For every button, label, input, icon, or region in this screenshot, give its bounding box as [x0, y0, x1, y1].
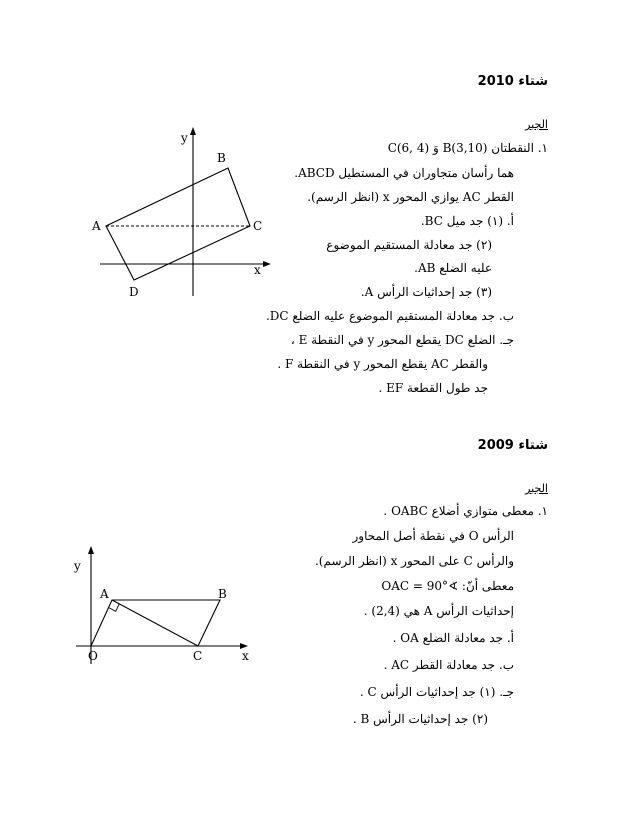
vertex-c-label: C: [253, 219, 263, 233]
problem-line: إحداثيات الرأس A هي (2,4) .: [363, 604, 514, 618]
vertex-c-label: C: [193, 649, 203, 663]
problem-line: الرأس O في نقطة أصل المحاور: [352, 529, 514, 543]
problem-line: جـ. الضلع DC يقطع المحور y في النقطة E ،: [290, 333, 514, 347]
rectangle-abcd: [106, 168, 250, 280]
problem-line: جد طول القطعة EF .: [378, 381, 488, 395]
y-axis-arrow: [190, 127, 196, 135]
problem-line: ب. جد معادلة القطر AC .: [383, 658, 514, 672]
x-axis-label: x: [242, 649, 249, 663]
section-heading-2010: شتاء 2010: [477, 74, 548, 89]
problem-line: القطر AC يوازي المحور x (انظر الرسم).: [307, 190, 514, 204]
problem-line: أ. (١) جد ميل BC.: [420, 214, 514, 228]
y-axis-arrow: [88, 546, 94, 554]
section-subheading: الجبر: [525, 482, 548, 495]
x-axis-arrow: [263, 261, 271, 267]
origin-o-label: O: [88, 649, 98, 663]
problem-line: (٢) جد إحداثيات الرأس B .: [352, 712, 488, 726]
y-axis-label: y: [181, 131, 188, 145]
section-heading-2009: شتاء 2009: [477, 438, 548, 453]
problem-line: هما رأسان متجاوران في المستطيل ABCD.: [294, 166, 514, 180]
problem-line: (٣) جد إحداثيات الرأس A.: [360, 285, 492, 299]
problem-line: ١. النقطتان B(3,10) وَ C(6, 4): [387, 141, 548, 155]
vertex-d-label: D: [129, 285, 139, 299]
problem-line: جـ. (١) جد إحداثيات الرأس C .: [359, 685, 514, 699]
parallelogram-figure: [68, 540, 258, 670]
vertex-b-label: B: [217, 151, 226, 165]
vertex-b-label: B: [218, 587, 227, 601]
problem-line: عليه الضلع AB.: [414, 261, 492, 275]
rectangle-figure: [86, 120, 286, 306]
problem-line: ب. جد معادلة المستقيم الموضوع عليه الضلع DC.: [265, 309, 514, 323]
vertex-a-label: A: [100, 587, 109, 601]
vertex-a-label: A: [92, 219, 101, 233]
x-axis-label: x: [254, 263, 261, 277]
section-subheading: الجبر: [525, 118, 548, 131]
problem-line: ١. معطى متوازي أضلاع OABC .: [383, 504, 548, 518]
y-axis-label: y: [74, 559, 81, 573]
problem-line: والقطر AC يقطع المحور y في النقطة F .: [277, 357, 488, 371]
problem-line: والرأس C على المحور x (انظر الرسم).: [314, 554, 514, 568]
problem-line: معطى أنّ: ∢OAC = 90°: [381, 579, 514, 593]
problem-line: أ. جد معادلة الضلع OA .: [392, 631, 514, 645]
diagonal-ac: [112, 600, 198, 646]
problem-line: (٢) جد معادلة المستقيم الموضوع: [326, 238, 492, 252]
